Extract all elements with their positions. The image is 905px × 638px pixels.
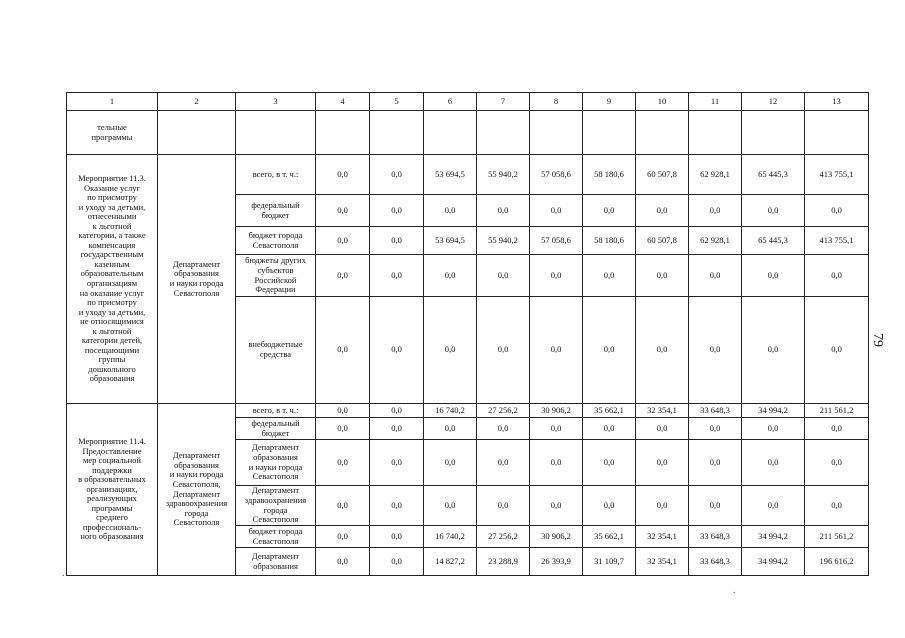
table-row: [67, 155, 869, 195]
column-number: 5: [370, 93, 424, 111]
amount-cell: 0,0: [316, 255, 370, 297]
column-number: 3: [236, 93, 316, 111]
amount-cell: 0,0: [530, 486, 583, 526]
amount-cell: 0,0: [805, 440, 869, 486]
amount-cell: 0,0: [424, 255, 477, 297]
amount-cell: 0,0: [424, 486, 477, 526]
amount-cell: 0,0: [742, 418, 805, 440]
amount-cell: 35 662,1: [583, 526, 636, 548]
amount-cell: 0,0: [316, 227, 370, 255]
empty-cell: [316, 111, 370, 155]
amount-cell: 0,0: [583, 297, 636, 404]
funding-source: федеральный бюджет: [236, 418, 316, 440]
page-number: 79: [870, 333, 885, 347]
amount-cell: 0,0: [530, 195, 583, 227]
column-number: 1: [67, 93, 158, 111]
amount-cell: 0,0: [424, 418, 477, 440]
amount-cell: 0,0: [370, 404, 424, 418]
event-title: Мероприятие 11.3. Оказание услуг по присмотру и уходу за детьми, отнесенными к льготной категории, а также компенсация государственным казенным образовательным организациям на оказание услуг по присмотру и уходу за детьми, не относящимися к льготной категории детей, посещающими группы дошкольного образования: [67, 155, 158, 404]
amount-cell: 0,0: [370, 155, 424, 195]
amount-cell: 0,0: [316, 418, 370, 440]
amount-cell: 0,0: [805, 195, 869, 227]
amount-cell: 0,0: [316, 440, 370, 486]
amount-cell: 53 694,5: [424, 155, 477, 195]
amount-cell: 58 180,6: [583, 155, 636, 195]
amount-cell: 55 940,2: [477, 227, 530, 255]
amount-cell: 0,0: [636, 418, 689, 440]
amount-cell: 196 616,2: [805, 548, 869, 576]
amount-cell: 0,0: [636, 440, 689, 486]
table-row: [67, 404, 869, 418]
funding-source: бюджет города Севастополя: [236, 227, 316, 255]
amount-cell: 62 928,1: [689, 227, 742, 255]
funding-source: Департамент образования: [236, 548, 316, 576]
amount-cell: 23 288,9: [477, 548, 530, 576]
amount-cell: 0,0: [316, 526, 370, 548]
empty-cell: [530, 111, 583, 155]
amount-cell: 32 354,1: [636, 526, 689, 548]
empty-cell: [742, 111, 805, 155]
amount-cell: 16 740,2: [424, 526, 477, 548]
amount-cell: 0,0: [424, 297, 477, 404]
empty-cell: [583, 111, 636, 155]
amount-cell: 0,0: [636, 297, 689, 404]
amount-cell: 0,0: [424, 440, 477, 486]
carry-over-row: [67, 111, 869, 155]
amount-cell: 0,0: [316, 195, 370, 227]
amount-cell: 211 561,2: [805, 526, 869, 548]
column-number: 7: [477, 93, 530, 111]
funding-source: внебюджетные средства: [236, 297, 316, 404]
amount-cell: 0,0: [370, 548, 424, 576]
amount-cell: 33 648,3: [689, 548, 742, 576]
amount-cell: 0,0: [370, 418, 424, 440]
amount-cell: 0,0: [689, 255, 742, 297]
column-number: 8: [530, 93, 583, 111]
empty-cell: [636, 111, 689, 155]
amount-cell: 57 058,6: [530, 155, 583, 195]
amount-cell: 0,0: [805, 486, 869, 526]
amount-cell: 26 393,9: [530, 548, 583, 576]
amount-cell: 0,0: [370, 255, 424, 297]
funding-source: Департамент здравоохранения города Севастополя: [236, 486, 316, 526]
amount-cell: 0,0: [370, 227, 424, 255]
budget-table: [66, 92, 869, 576]
executor: Департамент образования и науки города Севастополя, Департамент здравоохранения города Севастополя: [158, 404, 236, 576]
amount-cell: 31 109,7: [583, 548, 636, 576]
column-number: 9: [583, 93, 636, 111]
amount-cell: 0,0: [316, 155, 370, 195]
amount-cell: 0,0: [530, 418, 583, 440]
amount-cell: 0,0: [742, 440, 805, 486]
amount-cell: 0,0: [530, 297, 583, 404]
carry-over-text: тельные программы: [67, 111, 158, 155]
amount-cell: 27 256,2: [477, 526, 530, 548]
column-number: 2: [158, 93, 236, 111]
event-title: Мероприятие 11.4. Предоставление мер социальной поддержки в образовательных организациях, реализующих программы среднего профессиональ- ного образования: [67, 404, 158, 576]
amount-cell: 0,0: [370, 486, 424, 526]
amount-cell: 34 994,2: [742, 526, 805, 548]
amount-cell: 0,0: [477, 486, 530, 526]
amount-cell: 34 994,2: [742, 404, 805, 418]
funding-source: всего, в т. ч.:: [236, 404, 316, 418]
amount-cell: 65 445,3: [742, 155, 805, 195]
amount-cell: 58 180,6: [583, 227, 636, 255]
amount-cell: 33 648,3: [689, 526, 742, 548]
funding-source: федеральный бюджет: [236, 195, 316, 227]
amount-cell: 30 906,2: [530, 526, 583, 548]
amount-cell: 60 507,8: [636, 155, 689, 195]
amount-cell: 30 906,2: [530, 404, 583, 418]
funding-source: Департамент образования и науки города Севастополя: [236, 440, 316, 486]
amount-cell: 0,0: [530, 440, 583, 486]
amount-cell: 0,0: [805, 297, 869, 404]
amount-cell: 0,0: [477, 297, 530, 404]
amount-cell: 0,0: [424, 195, 477, 227]
amount-cell: 27 256,2: [477, 404, 530, 418]
amount-cell: 0,0: [636, 195, 689, 227]
empty-cell: [370, 111, 424, 155]
amount-cell: 65 445,3: [742, 227, 805, 255]
amount-cell: 57 058,6: [530, 227, 583, 255]
amount-cell: 0,0: [583, 440, 636, 486]
amount-cell: 0,0: [477, 195, 530, 227]
amount-cell: 0,0: [689, 418, 742, 440]
amount-cell: 0,0: [636, 255, 689, 297]
amount-cell: 32 354,1: [636, 404, 689, 418]
amount-cell: 53 694,5: [424, 227, 477, 255]
amount-cell: 0,0: [689, 195, 742, 227]
amount-cell: 0,0: [689, 440, 742, 486]
empty-cell: [424, 111, 477, 155]
amount-cell: 62 928,1: [689, 155, 742, 195]
funding-source: всего, в т. ч.:: [236, 155, 316, 195]
amount-cell: 0,0: [689, 297, 742, 404]
column-number: 6: [424, 93, 477, 111]
amount-cell: 0,0: [742, 297, 805, 404]
amount-cell: 0,0: [636, 486, 689, 526]
amount-cell: 0,0: [316, 486, 370, 526]
amount-cell: 211 561,2: [805, 404, 869, 418]
amount-cell: 0,0: [370, 526, 424, 548]
amount-cell: 34 994,2: [742, 548, 805, 576]
executor: Департамент образования и науки города Севастополя: [158, 155, 236, 404]
column-number: 11: [689, 93, 742, 111]
amount-cell: 0,0: [805, 418, 869, 440]
amount-cell: 35 662,1: [583, 404, 636, 418]
amount-cell: 0,0: [805, 255, 869, 297]
amount-cell: 413 755,1: [805, 155, 869, 195]
scan-mark: .: [733, 585, 736, 596]
amount-cell: 0,0: [583, 195, 636, 227]
funding-source: бюджет города Севастополя: [236, 526, 316, 548]
column-number-row: [67, 93, 869, 111]
amount-cell: 0,0: [477, 440, 530, 486]
amount-cell: 32 354,1: [636, 548, 689, 576]
amount-cell: 0,0: [370, 440, 424, 486]
amount-cell: 0,0: [583, 486, 636, 526]
column-number: 12: [742, 93, 805, 111]
amount-cell: 0,0: [742, 255, 805, 297]
amount-cell: 0,0: [583, 255, 636, 297]
column-number: 4: [316, 93, 370, 111]
amount-cell: 0,0: [370, 195, 424, 227]
scan-mark: .: [62, 568, 65, 579]
amount-cell: 0,0: [742, 486, 805, 526]
amount-cell: 413 755,1: [805, 227, 869, 255]
amount-cell: 0,0: [370, 297, 424, 404]
amount-cell: 0,0: [583, 418, 636, 440]
amount-cell: 0,0: [316, 404, 370, 418]
amount-cell: 14 827,2: [424, 548, 477, 576]
amount-cell: 0,0: [477, 255, 530, 297]
amount-cell: 0,0: [477, 418, 530, 440]
empty-cell: [805, 111, 869, 155]
column-number: 10: [636, 93, 689, 111]
amount-cell: 16 740,2: [424, 404, 477, 418]
amount-cell: 33 648,3: [689, 404, 742, 418]
amount-cell: 0,0: [316, 297, 370, 404]
amount-cell: 60 507,8: [636, 227, 689, 255]
column-number: 13: [805, 93, 869, 111]
amount-cell: 0,0: [316, 548, 370, 576]
empty-cell: [236, 111, 316, 155]
amount-cell: 0,0: [689, 486, 742, 526]
amount-cell: 55 940,2: [477, 155, 530, 195]
empty-cell: [477, 111, 530, 155]
empty-cell: [158, 111, 236, 155]
amount-cell: 0,0: [530, 255, 583, 297]
empty-cell: [689, 111, 742, 155]
funding-source: бюджеты других субъектов Российской Федерации: [236, 255, 316, 297]
amount-cell: 0,0: [742, 195, 805, 227]
